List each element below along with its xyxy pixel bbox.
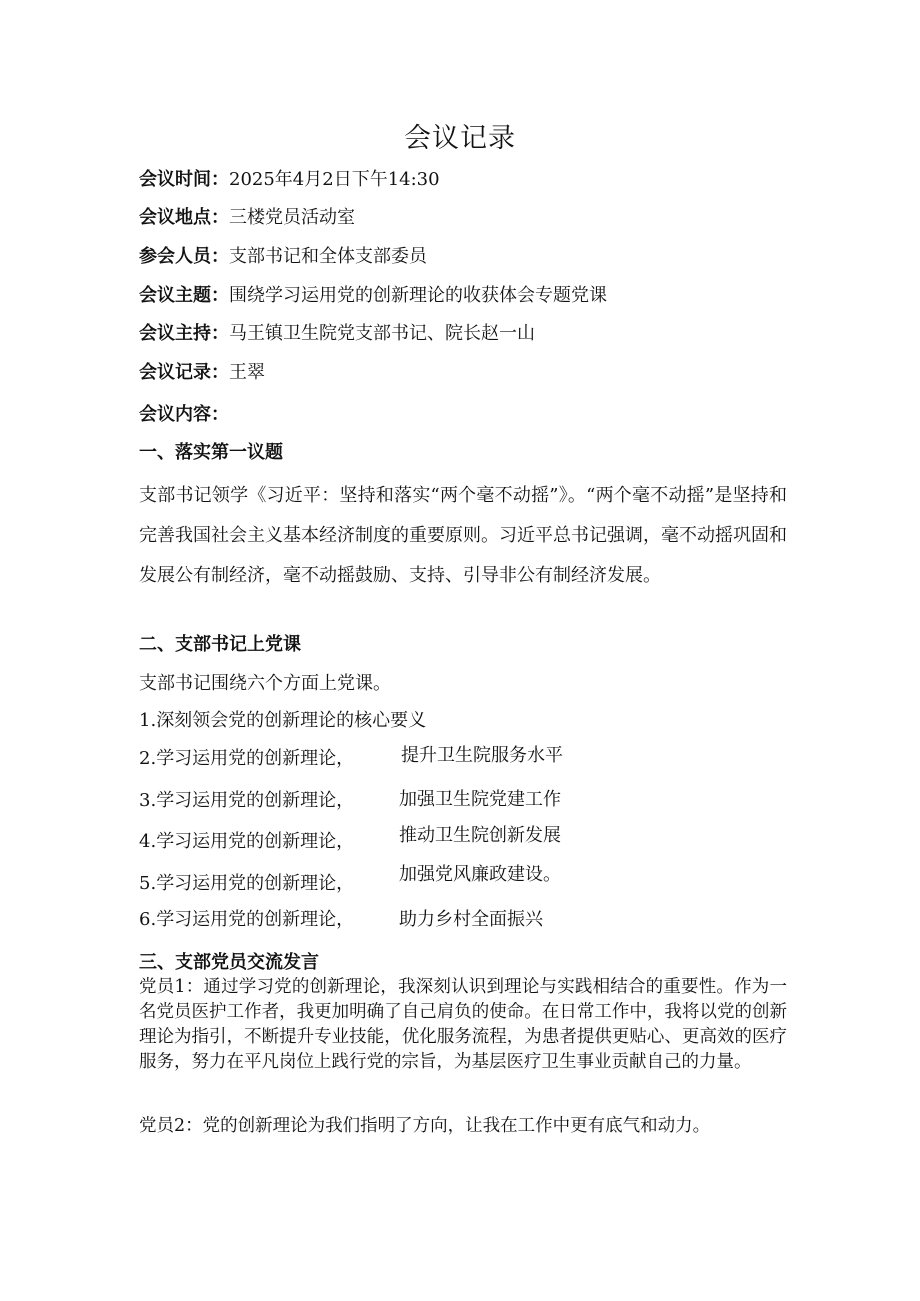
item-number: 2. xyxy=(139,748,157,769)
document-title: 会议记录 xyxy=(404,123,516,154)
item-number: 1. xyxy=(139,710,157,731)
lesson-item-6 xyxy=(139,908,354,932)
item-text: 学习运用党的创新理论， xyxy=(156,831,355,852)
lesson-item-3-suffix: 加强卫生院党建工作 xyxy=(399,789,561,810)
meta-attendees xyxy=(139,245,427,269)
lesson-item-4 xyxy=(139,830,354,854)
meta-value: 三楼党员活动室 xyxy=(229,207,355,228)
speaker-label: 党员1 xyxy=(139,977,186,997)
item-text: 学习运用党的创新理论， xyxy=(156,790,355,811)
item-number: 3. xyxy=(139,790,157,811)
meta-host xyxy=(139,322,535,346)
item-text: 学习运用党的创新理论， xyxy=(156,748,355,769)
content-label: 会议内容： xyxy=(139,404,229,425)
speech-1 xyxy=(139,975,787,1075)
meta-label: 会议主持： xyxy=(139,323,229,344)
item-number: 6. xyxy=(139,909,157,930)
meta-value: 2025年4月2日下午14:30 xyxy=(229,169,440,190)
meta-topic xyxy=(139,284,607,308)
meta-value: 支部书记和全体支部委员 xyxy=(229,246,427,267)
section1-text: 支部书记领学《习近平：坚持和落实“两个毫不动摇”》。“两个毫不动摇”是坚持和完善我国社会主义基本经济制度的重要原则。习近平总书记强调，毫不动摇巩固和发展公有制经济，毫不动摇鼓励、支持、引导非公有制经济发展。 xyxy=(139,485,787,586)
lesson-item-4-suffix: 推动卫生院创新发展 xyxy=(399,825,561,846)
item-text: 学习运用党的创新理论， xyxy=(156,909,355,930)
meta-value: 王翠 xyxy=(229,362,265,383)
speech-text: ：通过学习党的创新理论，我深刻认识到理论与实践相结合的重要性。作为一名党员医护工作者，我更加明确了自己肩负的使命。在日常工作中，我将以党的创新理论为指引，不断提升专业技能，优化服务流程，为患者提供更贴心、更高效的医疗服务，努力在平凡岗位上践行党的宗旨，为基层医疗卫生事业贡献自己的力量。 xyxy=(139,977,787,1072)
meta-label: 会议主题： xyxy=(139,285,229,306)
lesson-item-5 xyxy=(139,872,354,896)
meta-location xyxy=(139,206,355,230)
section3-heading: 三、支部党员交流发言 xyxy=(139,952,319,973)
lesson-item-3 xyxy=(139,789,354,813)
lesson-item-6-suffix: 助力乡村全面振兴 xyxy=(399,909,543,930)
meta-recorder xyxy=(139,361,265,385)
item-text: 深刻领会党的创新理论的核心要义 xyxy=(156,710,427,731)
section2-intro: 支部书记围绕六个方面上党课。 xyxy=(139,673,391,694)
meta-value: 马王镇卫生院党支部书记、院长赵一山 xyxy=(229,323,535,344)
speaker-label: 党员2 xyxy=(139,1116,186,1136)
lesson-item-2-suffix: 提升卫生院服务水平 xyxy=(401,745,563,766)
meta-label: 会议时间： xyxy=(139,169,229,190)
speech-2 xyxy=(139,1113,787,1139)
meta-label: 参会人员： xyxy=(139,246,229,267)
meta-value: 围绕学习运用党的创新理论的收获体会专题党课 xyxy=(229,285,607,306)
item-number: 5. xyxy=(139,873,157,894)
item-text: 学习运用党的创新理论， xyxy=(156,873,355,894)
item-number: 4. xyxy=(139,831,157,852)
section2-heading: 二、支部书记上党课 xyxy=(139,634,301,655)
speech-text: ：党的创新理论为我们指明了方向，让我在工作中更有底气和动力。 xyxy=(185,1116,711,1136)
meta-label: 会议记录： xyxy=(139,362,229,383)
lesson-item-2 xyxy=(139,747,354,771)
lesson-item-1 xyxy=(139,709,426,733)
section1-heading: 一、落实第一议题 xyxy=(139,442,283,463)
lesson-item-5-suffix: 加强党风廉政建设。 xyxy=(399,864,561,885)
meta-label: 会议地点： xyxy=(139,207,229,228)
meta-time xyxy=(139,168,440,192)
